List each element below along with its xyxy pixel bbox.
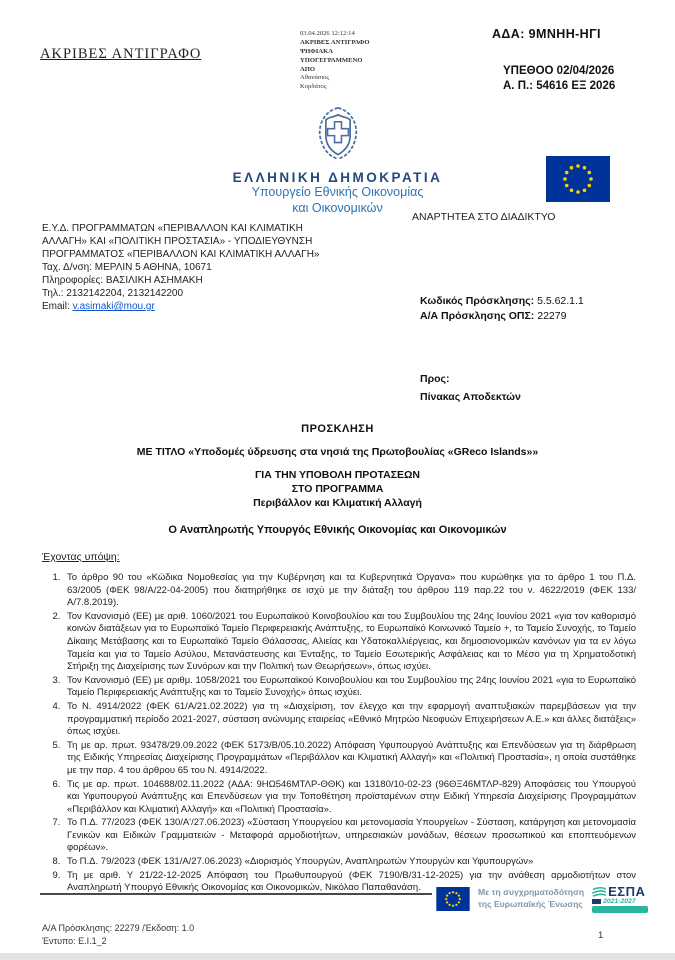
legal-item: 3. Τον Κανονισμό (ΕΕ) με αριθμ. 1058/2021 του Ευρωπαϊκού Κοινοβουλίου και του Συμβουλίου της 24ης Ιουνίου 2021 «για το Ευρωπαϊκό Ταμείο Περιφερειακής Ανάπτυξης και το Ταμείο Συνοχής» όπως ισχύει.	[63, 675, 636, 700]
ministry-name-line2: και Οικονομικών	[292, 200, 383, 215]
ops-code-value: 22279	[537, 309, 567, 322]
email-label: Email:	[42, 301, 73, 312]
legal-item: 9. Τη με αριθ. Υ 21/22-12-2025 Απόφαση του Πρωθυπουργού (ΦΕΚ 7190/Β/31-12-2025) για την ανάθεση αρμοδιοτήτων στον Αναπληρωτή Υπουργό Εθνικής Οικονομίας και Οικονομικών, Νικόλαο Παπαθανάση.	[63, 870, 636, 895]
ada-code: ΑΔΑ: 9ΜΝΗΗ-ΗΓΙ	[492, 27, 601, 41]
footer-divider	[40, 893, 432, 895]
signer-last-name: Κορδάτος	[300, 83, 327, 91]
legal-item: 7. Το Π.Δ. 77/2023 (ΦΕΚ 130/Α'/27.06.2023) «Σύσταση Υπουργείου και μετονομασία Υπουργείων - Σύσταση, κατάργηση και μετονομασία Γενικών και Ειδικών Γραμματειών - Μεταφορά αρμοδιοτήτων, υπηρεσιακών μονάδων, θέσεων προσωπικού και εποπτευόμενων φορέων».	[63, 817, 636, 855]
sender-block	[42, 222, 382, 313]
ops-code-row: Α/Α Πρόσκλησης ΟΠΣ: 22279	[420, 309, 567, 322]
document-title: ΠΡΟΣΚΛΗΣΗ	[301, 423, 374, 435]
espa-wordmark: ΕΣΠΑ	[608, 884, 646, 899]
sender-contact-person: Πληροφορίες: ΒΑΣΙΛΙΚΗ ΑΣΗΜΑΚΗ	[42, 275, 203, 286]
sender-address: Ταχ. Δ/νση: ΜΕΡΛΙΝ 5 ΑΘΗΝΑ, 10671	[42, 262, 212, 273]
protocol-number: Α. Π.: 54616 ΕΞ 2026	[503, 80, 616, 93]
page-number: 1	[598, 930, 604, 941]
invitation-title: ΜΕ ΤΙΤΛΟ «Υποδομές ύδρευσης στα νησιά της Πρωτοβουλίας «GReco Islands»»	[136, 446, 539, 458]
having-regard-label: Έχοντας υπόψη:	[42, 551, 120, 563]
footer-ref-line1: Α/Α Πρόσκλησης: 22279 /Έκδοση: 1.0	[42, 923, 195, 933]
cofinance-text: Με τη συγχρηματοδότηση της Ευρωπαϊκής Ένωσης	[478, 887, 585, 909]
hellenic-republic-title: ΕΛΛΗΝΙΚΗ ΔΗΜΟΚΡΑΤΙΑ	[232, 170, 443, 185]
legal-item: 8. Το Π.Δ. 79/2023 (ΦΕΚ 131/Α/27.06.2023) «Διορισμός Υπουργών, Αναπληρωτών Υπουργών και Υφυπουργών»	[63, 856, 636, 869]
ministry-name-line1: Υπουργείο Εθνικής Οικονομίας	[251, 185, 424, 199]
signature-datetime: 03.04.2026 12:12:14	[300, 30, 355, 37]
programme-name: Περιβάλλον και Κλιματική Αλλαγή	[253, 497, 422, 509]
eu-flag-small-icon	[436, 887, 470, 911]
espa-swoosh-icon	[592, 886, 606, 898]
email-link[interactable]: v.asimaki@mou.gr	[72, 301, 155, 312]
legal-item: 5. Τη με αρ. πρωτ. 93478/29.09.2022 (ΦΕΚ 5173/Β/05.10.2022) Απόφαση Υφυπουργού Ανάπτυξης και Επενδύσεων για τη διάρθρωση της Ειδικής Υπηρεσίας Διαχείρισης Προγραμμάτων «Περιβάλλον και Κλιματική Αλλαγή» και «Πολιτική Προστασία», η οποία συστάθηκε με την παρ. 4 του άρθρου 65 του Ν. 4914/2022.	[63, 740, 636, 778]
programme-line: ΣΤΟ ΠΡΟΓΡΑΜΜΑ	[291, 483, 384, 495]
legal-item: 2. Τον Κανονισμό (ΕΕ) με αριθ. 1060/2021 του Ευρωπαϊκού Κοινοβουλίου και του Συμβουλίου της 24ης Ιουνίου 2021 «για τον καθορισμό κοινών διατάξεων για το Ευρωπαϊκό Ταμείο Περιφερειακής Ανάπτυξης, το Ευρωπαϊκό Κοινωνικό Ταμείο +, το Ταμείο Συνοχής, το Ταμείο Δίκαιης Μετάβασης και το Ευρωπαϊκό Ταμείο Θάλασσας, Αλιείας και Υδατοκαλλιέργειας, και δημοσιονομικών κανόνων για τα εν λόγω Ταμεία και για το Ταμείο Ασύλου, Μετανάστευσης και Ένταξης, το Ταμείο Εσωτερικής Ασφάλειας και το Μέσο για τη Χρηματοδοτική Στήριξη της Διαχείρισης των Συνόρων και την Πολιτική των Θεωρήσεων», όπως ισχύει.	[63, 611, 636, 674]
submission-line: ΓΙΑ ΤΗΝ ΥΠΟΒΟΛΗ ΠΡΟΤΑΣΕΩΝ	[254, 469, 421, 481]
legal-item: 6. Τις με αρ. πρωτ. 104688/02.11.2022 (ΑΔΑ: 9ΗΩ546ΜΤΛΡ-ΘΘΚ) και 13180/10-02-23 (96ΘΞ46ΜΤΛΡ-829) Αποφάσεις του Υπουργού και Υφυπουργού Ανάπτυξης και Επενδύσεων για την Τοποθέτηση προϊσταμένων στην Ειδική Υπηρεσία Διαχείρισης Προγραμμάτων «Περιβάλλον και Κλιματική Αλλαγή» και «Πολιτική Προστασία».	[63, 779, 636, 817]
invitation-code-value: 5.5.62.1.1	[537, 295, 584, 307]
espa-tagline-bar	[592, 906, 648, 913]
espa-logo	[592, 884, 650, 913]
internet-posting-label: ΑΝΑΡΤΗΤΕΑ ΣΤΟ ΔΙΑΔΙΚΤΥΟ	[412, 211, 556, 223]
footer-ref-line2: Έντυπο: Ε.Ι.1_2	[42, 935, 107, 946]
recipient-block	[420, 370, 521, 407]
sender-org-line: Ε.Υ.Δ. ΠΡΟΓΡΑΜΜΑΤΩΝ «ΠΕΡΙΒΑΛΛΟΝ ΚΑΙ ΚΛΙΜΑΤΙΚΗ	[42, 223, 303, 234]
legal-basis-list	[42, 572, 636, 896]
protocol-block	[503, 64, 615, 94]
exact-copy-stamp: ΑΚΡΙΒΕΣ ΑΝΤΙΓΡΑΦΟ	[40, 46, 202, 62]
sender-org-line: ΠΡΟΓΡΑΜΜΑΤΟΣ «ΠΕΡΙΒΑΛΛΟΝ ΚΑΙ ΚΛΙΜΑΤΙΚΗ ΑΛΛΑΓΗ»	[42, 249, 320, 260]
sender-phone: Τηλ.: 2132142204, 2132142200	[42, 288, 184, 299]
footer-logos	[436, 884, 650, 913]
sender-org-line: ΑΛΛΑΓΗ» ΚΑΙ «ΠΟΛΙΤΙΚΗ ΠΡΟΣΤΑΣΙΑ» - ΥΠΟΔΙΕΥΘΥΝΣΗ	[42, 236, 313, 247]
page-edge	[0, 953, 675, 960]
sender-email-row	[42, 300, 382, 313]
legal-item: 1. Το άρθρο 90 του «Κώδικα Νομοθεσίας για την Κυβέρνηση και τα Κυβερνητικά Όργανα» που κυρώθηκε για το άρθρο 1 του Π.Δ. 63/2005 (ΦΕΚ 98/Α/22-04-2005) που διατηρήθηκε σε ισχύ με την διάταξη του άρθρου 119 παρ.22 του ν. 4622/2019 (ΦΕΚ 133/Α/7.8.2019).	[63, 572, 636, 610]
minister-title: Ο Αναπληρωτής Υπουργός Εθνικής Οικονομίας και Οικονομικών	[168, 524, 507, 536]
espa-years: 2021-2027	[603, 898, 636, 905]
greek-emblem-icon	[312, 104, 364, 162]
legal-item: 4. Το Ν. 4914/2022 (ΦΕΚ 61/Α/21.02.2022) για τη «Διαχείριση, τον έλεγχο και την εφαρμογή αναπτυξιακών παρεμβάσεων για την προγραμματική περίοδο 2021-2027, σύσταση ανώνυμης εταιρείας «Εθνικό Μητρώο Νεοφυών Επιχειρήσεων Α.Ε.» και άλλες διατάξεις» όπως ισχύει.	[63, 701, 636, 739]
protocol-date: ΥΠΕΘΟΟ 02/04/2026	[503, 65, 615, 77]
footer-references	[42, 922, 194, 947]
digital-signature-stamp: 03.04.2026 12:12:14 ΑΚΡΙΒΕΣ ΑΝΤΙΓΡΑΦΟ ΨΗΦΙΑΚΑ ΥΠΟΓΕΓΡΑΜΜΕΝΟ ΑΠΟ Αθανάσιος Κορδάτος	[300, 30, 440, 92]
espa-flag-icon	[592, 899, 601, 904]
signer-first-name: Αθανάσιος	[300, 74, 330, 82]
invitation-code-row: Κωδικός Πρόσκλησης: 5.5.62.1.1	[420, 295, 584, 307]
invitation-codes	[420, 294, 584, 323]
eu-flag	[546, 156, 610, 207]
to-value: Πίνακας Αποδεκτών	[420, 391, 521, 404]
to-label: Προς:	[420, 373, 450, 385]
